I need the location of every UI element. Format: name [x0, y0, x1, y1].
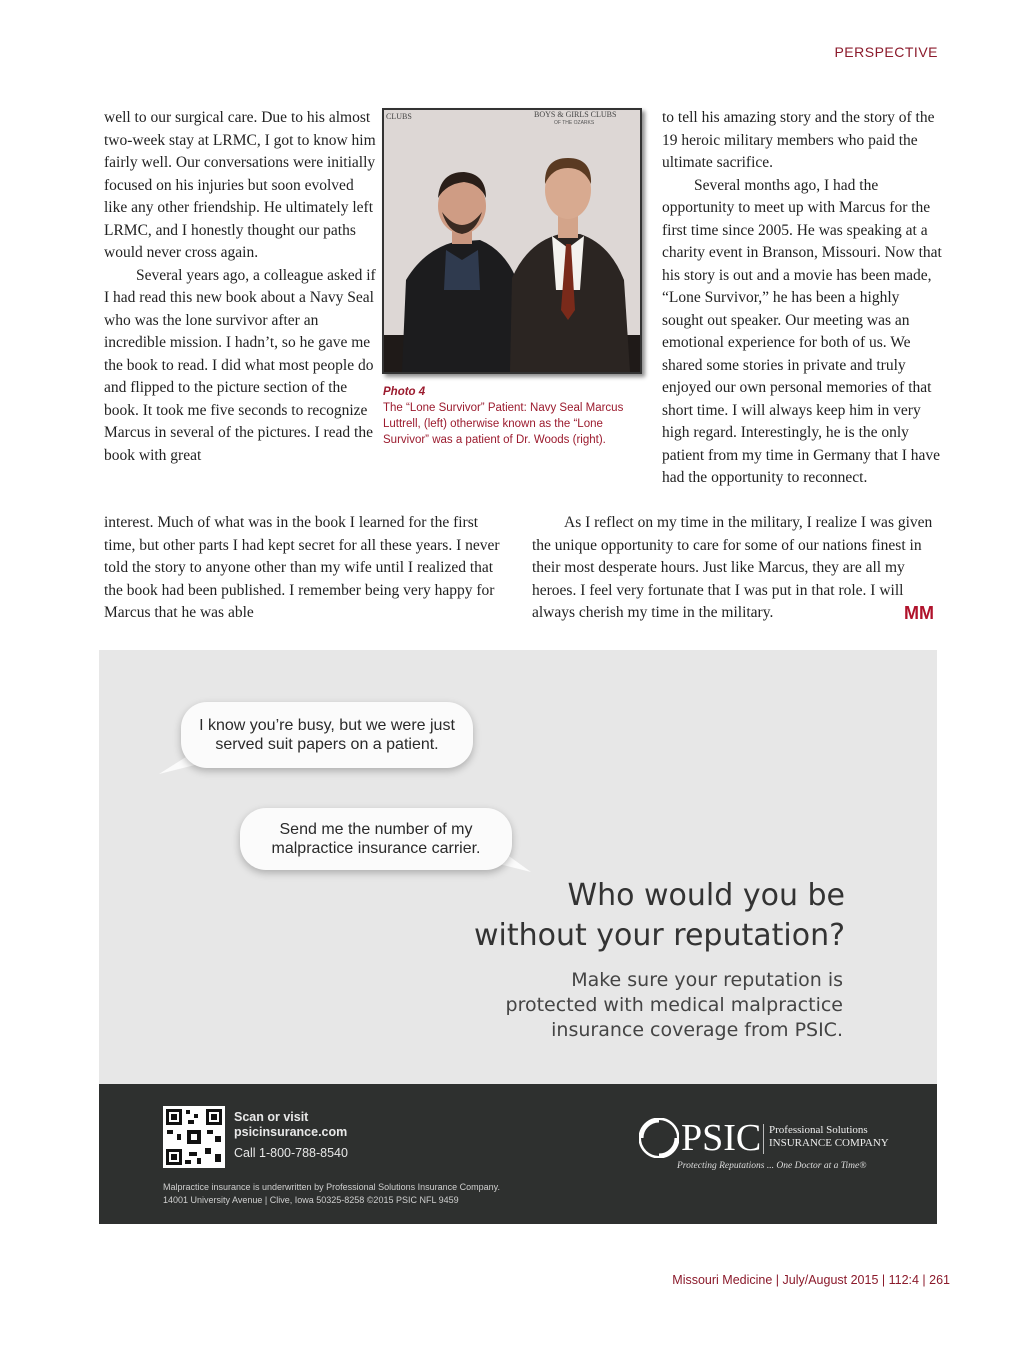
article-paragraph: Several years ago, a colleague asked if I had read this new book about a Navy Seal who was the lone survivor after an incredible mission. I hadn’t, so he gave me the book to read. I did what most people do and flipped to the picture section of the book. It took me five seconds to recognize Marcus in several of the pictures. I read the book with great [104, 266, 376, 464]
psic-logo-icon [639, 1118, 679, 1158]
legal-line: 14001 University Avenue | Clive, Iowa 50325-8258 ©2015 PSIC NFL 9459 [163, 1195, 459, 1205]
article-column-left-top [104, 107, 376, 467]
backdrop-text: BOYS & GIRLS CLUBS [534, 110, 617, 119]
company-line: Professional Solutions [769, 1124, 868, 1136]
article-paragraph: well to our surgical care. Due to his almost two-week stay at LRMC, I got to know him fairly well. Our conversations were initially focused on his injuries but soon evolved like any other friendship. He ultimately left LRMC, and I honestly thought our paths would never cross again. [104, 109, 376, 261]
article-column-right-top [662, 107, 942, 490]
caption-text: The “Lone Survivor” Patient: Navy Seal Marcus Luttrell, (left) otherwise known as the “Lone Survivor” was a patient of Dr. Woods (right). [383, 402, 624, 446]
ad-footer [99, 1084, 937, 1224]
article-photo [382, 108, 642, 374]
article-paragraph: As I reflect on my time in the military, I realize I was given the unique opportunity to care for some of our nations finest in their most desperate hours. Just like Marcus, they are all my heroes. I feel very fortunate that I was put in that role. I will always cherish my time in the military. [532, 514, 933, 621]
article-column-left-bottom [104, 512, 500, 625]
article-paragraph: interest. Much of what was in the book I learned for the first time, but other parts I had kept secret for all these years. I never told the story to anyone other than my wife until I realized that the book had been published. I remember being very happy for Marcus that he was able [104, 514, 500, 621]
qr-code-icon [163, 1106, 225, 1168]
backdrop-subtext: OF THE OZARKS [554, 120, 595, 126]
brand-divider [763, 1124, 764, 1154]
legal-line: Malpractice insurance is underwritten by Professional Solutions Insurance Company. [163, 1182, 500, 1192]
ad-subheadline-line: insurance coverage from PSIC. [551, 1019, 843, 1041]
article-paragraph: Several months ago, I had the opportunity to meet up with Marcus for the first time since 2005. He was speaking at a charity event in Branson, Missouri. Now that his story is out and a movie has been made, “Lone Survivor,” he has been a highly sought out speaker. Our meeting was an emotional experience for both of us. We shared some stories in private and truly enjoyed our own personal memories of that short time. I will always keep him in very high regard. Interestingly, he is the only patient from my time in Germany that I have had the opportunity to reconnect. [662, 176, 942, 486]
caption-title: Photo 4 [383, 386, 426, 398]
end-mark: MM [904, 603, 934, 623]
phone-number[interactable]: Call 1-800-788-8540 [234, 1146, 348, 1160]
speech-bubble-2-text: Send me the number of my malpractice insurance carrier. [271, 821, 481, 857]
company-line: INSURANCE COMPANY [769, 1137, 889, 1149]
psic-advertisement [99, 650, 937, 1224]
psic-tagline: Protecting Reputations ... One Doctor at a Time® [677, 1161, 867, 1171]
article-column-right-bottom [532, 512, 942, 625]
ad-headline [365, 876, 845, 956]
scan-text [234, 1110, 347, 1140]
backdrop-left-text: CLUBS [386, 112, 412, 121]
speech-bubble-1 [181, 702, 473, 768]
ad-subheadline-line: protected with medical malpractice [505, 994, 843, 1016]
ad-subheadline-line: Make sure your reputation is [571, 969, 843, 991]
website-link[interactable]: psicinsurance.com [234, 1125, 348, 1139]
scan-line: Scan or visit [234, 1110, 309, 1124]
speech-bubble-1-text: I know you’re busy, but we were just served suit papers on a patient. [199, 717, 455, 753]
page-footer-citation: Missouri Medicine | July/August 2015 | 112:4 | 261 [672, 1273, 950, 1287]
section-label: PERSPECTIVE [834, 44, 938, 60]
psic-brand: PSIC [681, 1117, 762, 1159]
photo-illustration [384, 110, 640, 372]
article-paragraph: to tell his amazing story and the story of the 19 heroic military members who paid the ultimate sacrifice. [662, 109, 935, 171]
speech-bubble-2 [240, 808, 512, 870]
ad-headline-line: without your reputation? [473, 918, 845, 953]
photo-caption [383, 384, 631, 448]
qr-code[interactable] [163, 1106, 225, 1168]
ad-headline-line: Who would you be [567, 878, 845, 913]
legal-text [163, 1181, 500, 1207]
ad-subheadline [423, 968, 843, 1043]
psic-company-name [769, 1124, 889, 1150]
